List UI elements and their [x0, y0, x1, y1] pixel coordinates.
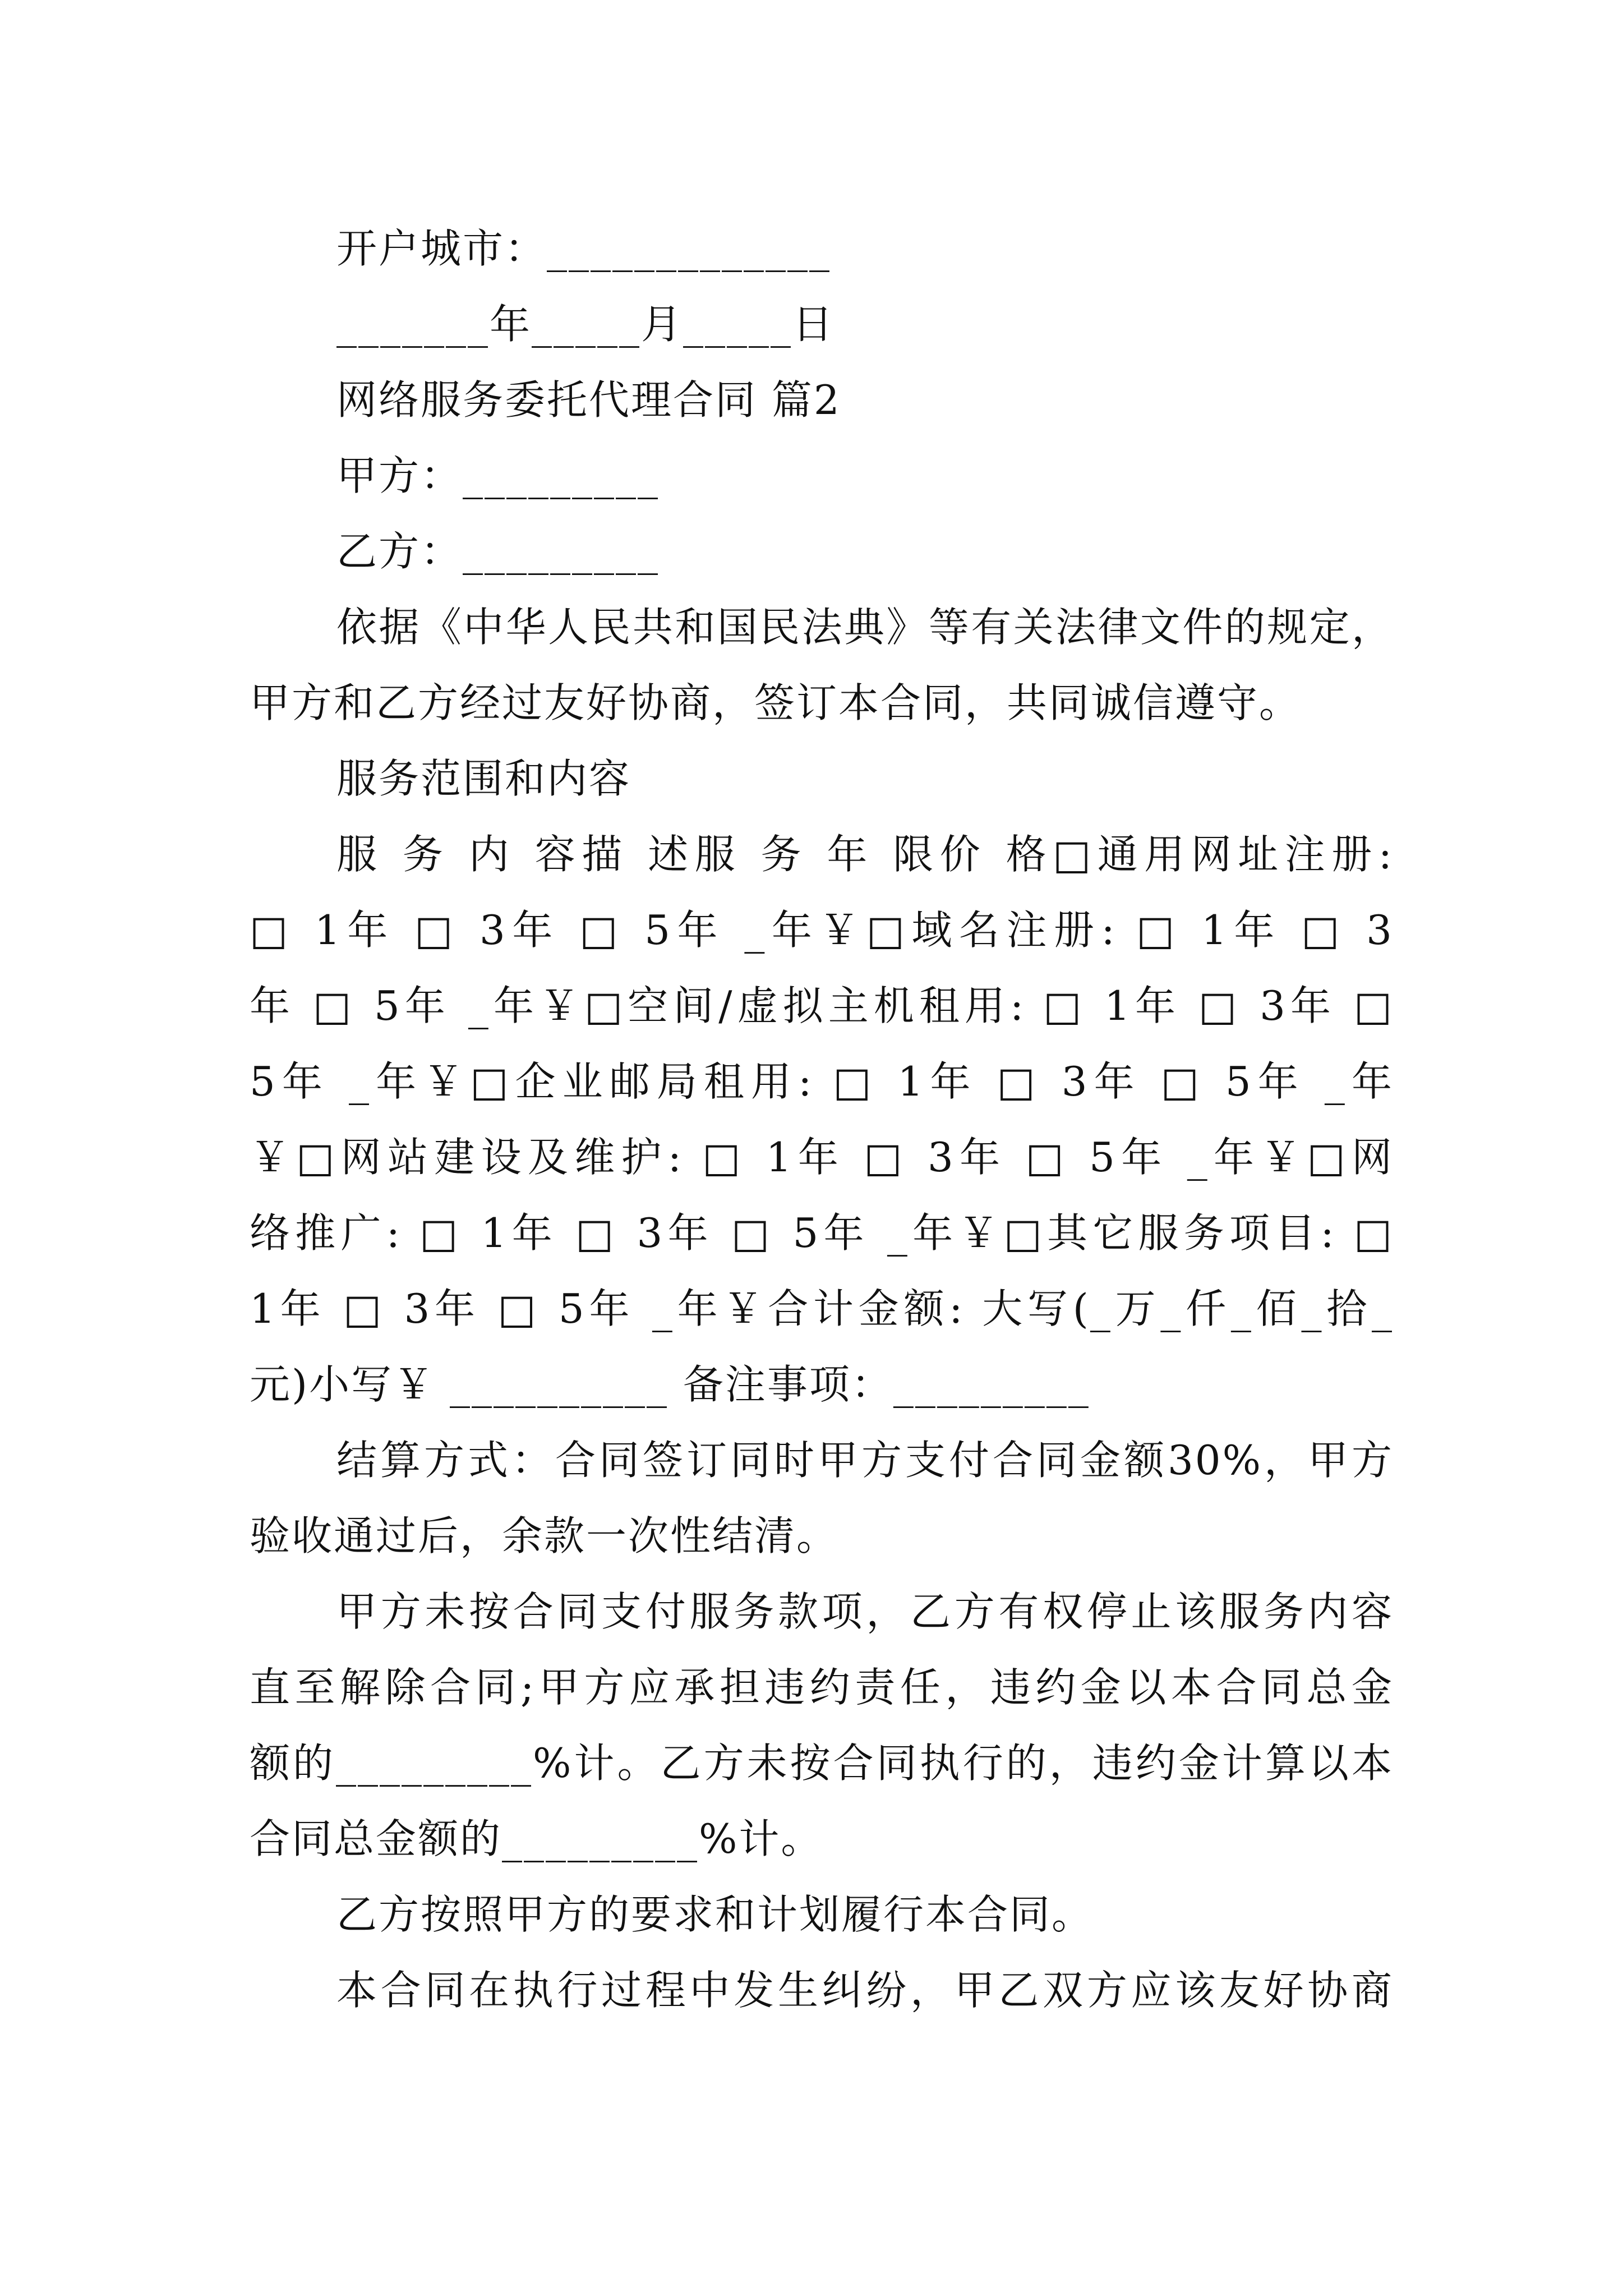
text-line-settlement-2: 验收通过后，余款一次性结清。 [250, 1512, 839, 1559]
text-line-services-1: 服 务 内 容描 述服 务 年 限价 格□通用网址注册: [336, 831, 1394, 878]
text-line-dispute: 本合同在执行过程中发生纠纷，甲乙双方应该友好协商 [336, 1967, 1394, 2014]
text-line-services-5: ￥□网站建设及维护: □ 1年 □ 3年 □ 5年 _年￥□网 [250, 1134, 1394, 1181]
text-line-intro-2: 甲方和乙方经过友好协商，签订本合同，共同诚信遵守。 [250, 679, 1302, 726]
text-line-party-a: 甲方：_________ [336, 452, 660, 499]
text-line-breach-3: 额的_________%计。乙方未按合同执行的，违约金计算以本 [250, 1740, 1394, 1787]
text-line-services-3: 年 □ 5年 _年￥□空间/虚拟主机租用: □ 1年 □ 3年 □ [250, 982, 1394, 1029]
text-line-scope-heading: 服务范围和内容 [336, 755, 631, 802]
text-line-party-b: 乙方：_________ [336, 528, 660, 575]
text-line-services-6: 络推广: □ 1年 □ 3年 □ 5年 _年￥□其它服务项目: □ [250, 1209, 1394, 1257]
text-line-breach-2: 直至解除合同;甲方应承担违约责任，违约金以本合同总金 [250, 1664, 1394, 1711]
text-line-services-8: 元)小写￥ __________ 备注事项：_________ [250, 1361, 1090, 1408]
text-line-breach-1: 甲方未按合同支付服务款项，乙方有权停止该服务内容 [336, 1588, 1394, 1635]
text-line-breach-4: 合同总金额的_________%计。 [250, 1815, 823, 1862]
text-line-services-2: □ 1年 □ 3年 □ 5年 _年￥□域名注册: □ 1年 □ 3 [250, 907, 1394, 954]
text-line-date: _______年_____月_____日 [336, 301, 834, 348]
text-line-performance: 乙方按照甲方的要求和计划履行本合同。 [336, 1891, 1094, 1938]
text-line-intro-1: 依据《中华人民共和国民法典》等有关法律文件的规定， [336, 604, 1394, 651]
text-line-services-7: 1年 □ 3年 □ 5年 _年￥合计金额: 大写(_万_仟_佰_拾_ [250, 1285, 1394, 1332]
text-line-bank-city: 开户城市：_____________ [336, 225, 832, 272]
section-heading: 网络服务委托代理合同 篇2 [336, 376, 841, 424]
text-line-services-4: 5年 _年￥□企业邮局租用: □ 1年 □ 3年 □ 5年 _年 [250, 1058, 1394, 1105]
text-line-settlement-1: 结算方式：合同签订同时甲方支付合同金额30%，甲方 [336, 1437, 1394, 1484]
